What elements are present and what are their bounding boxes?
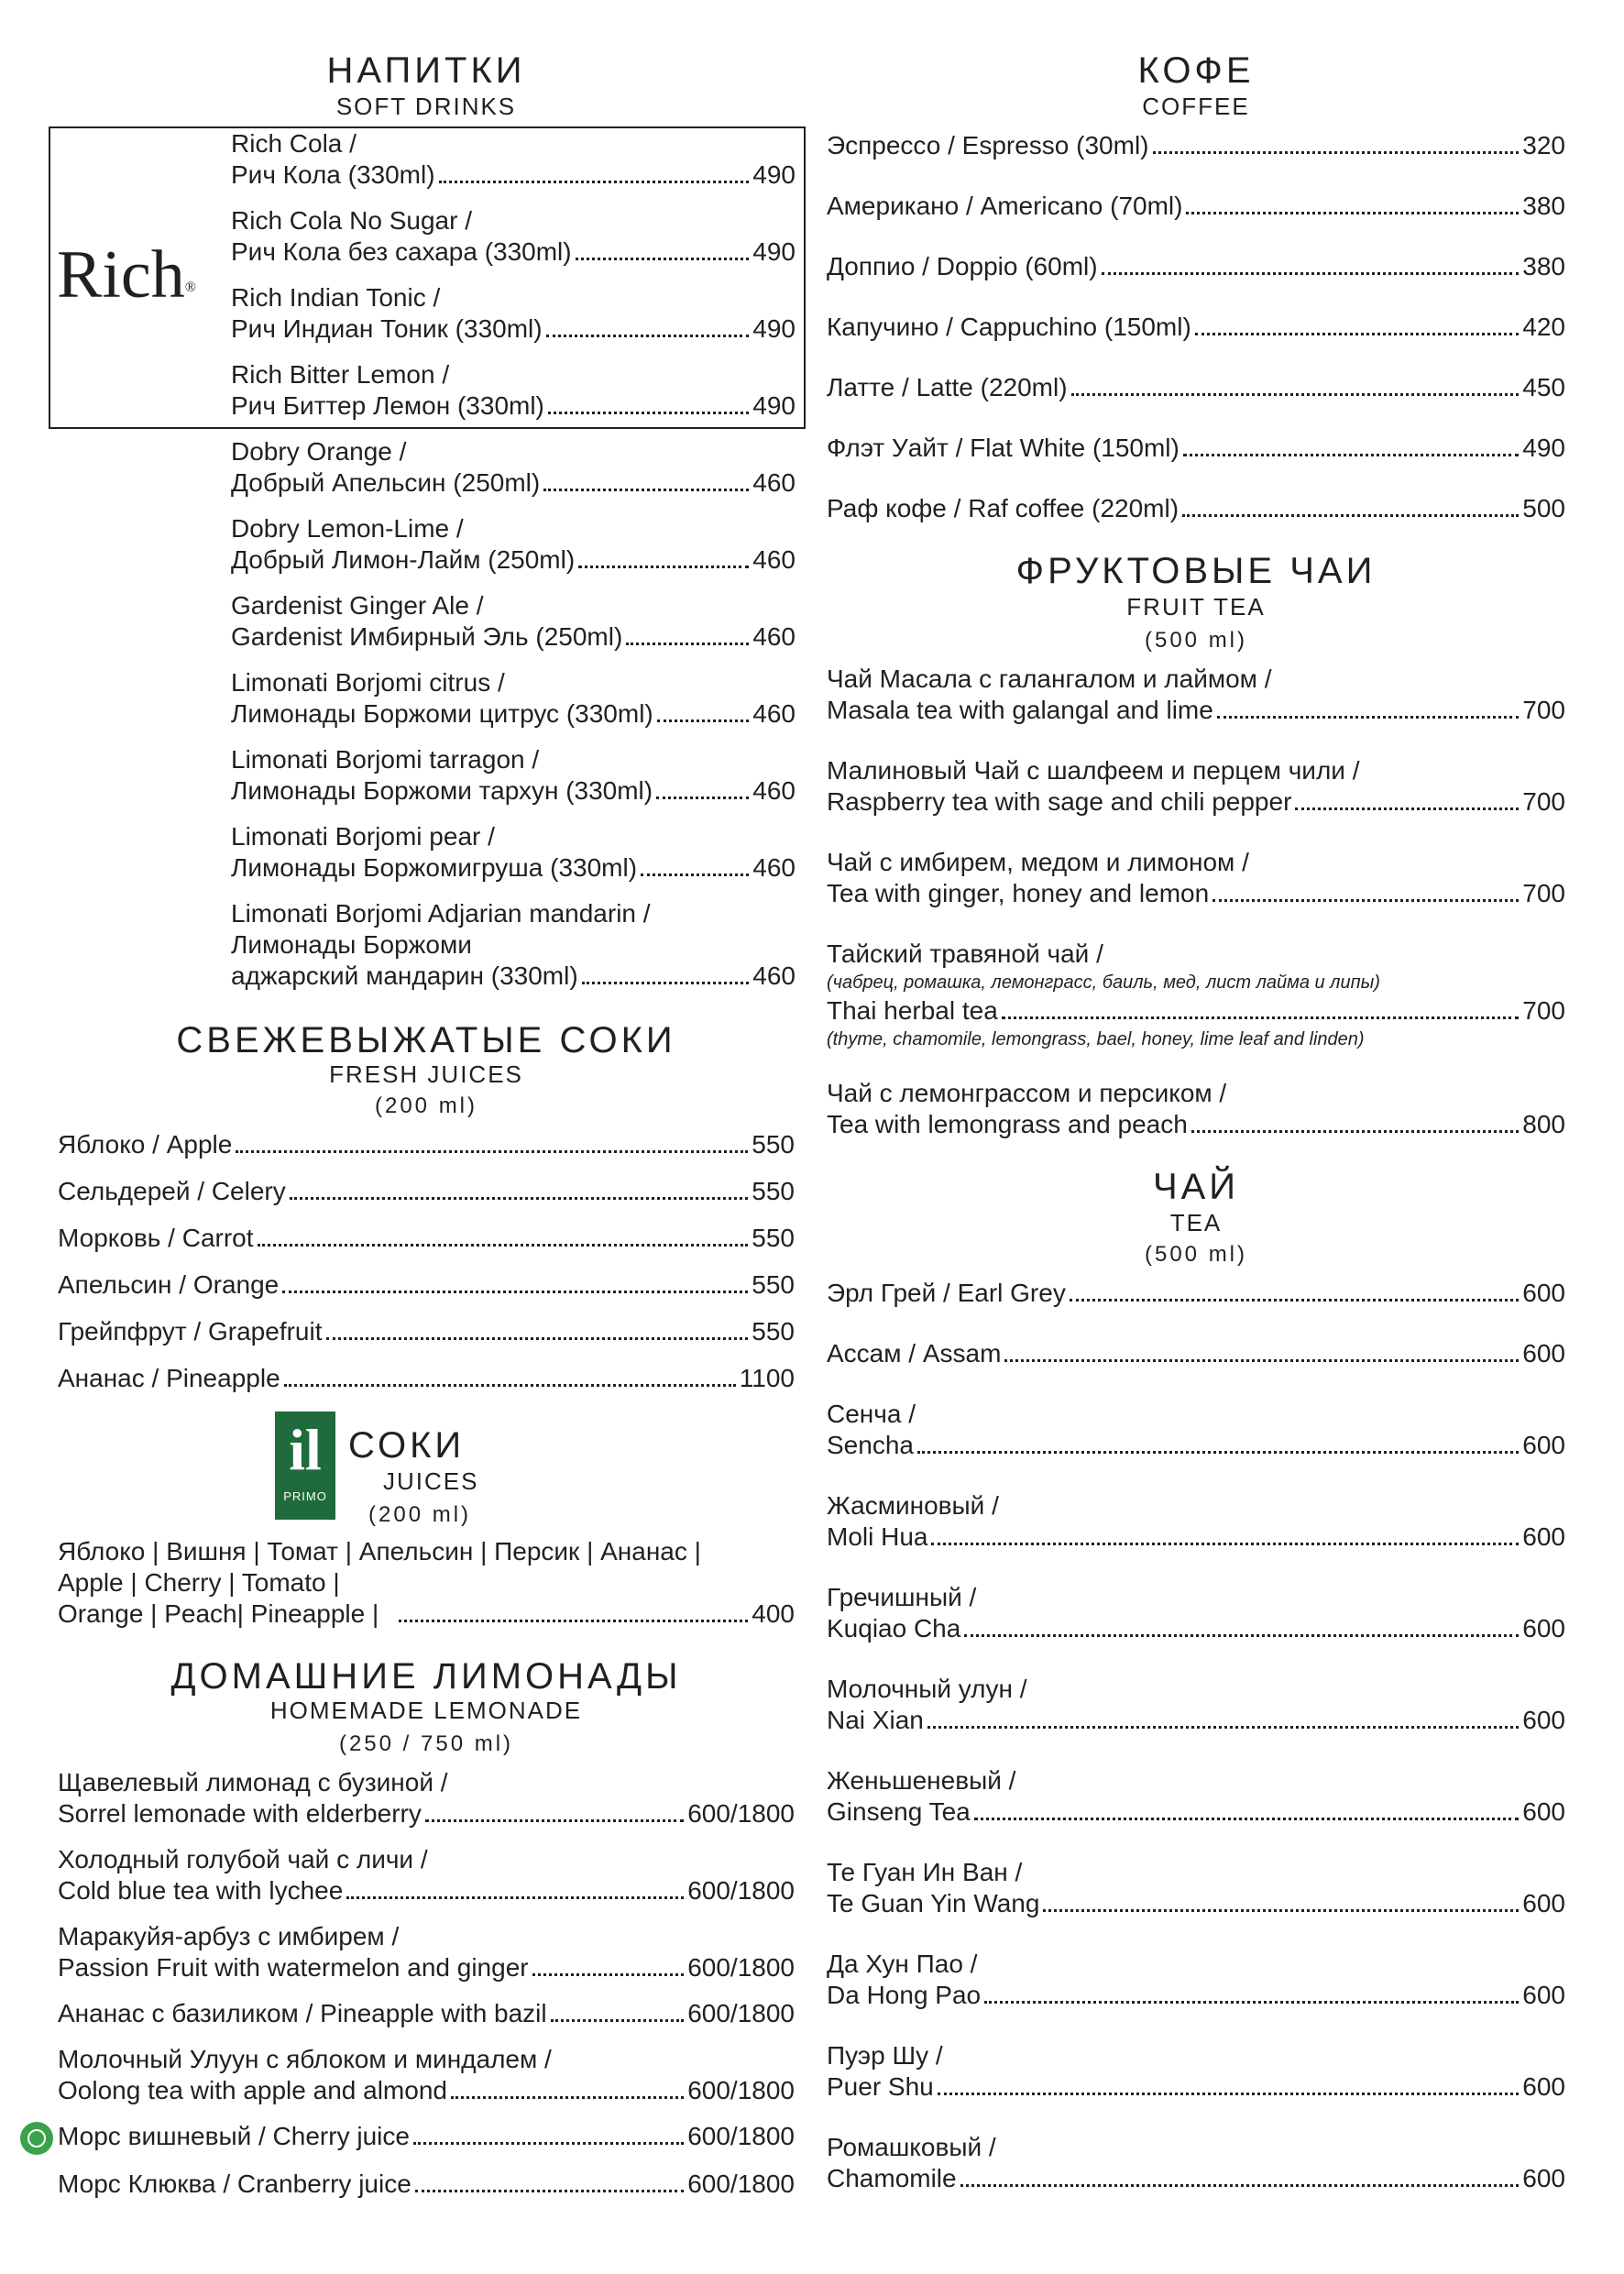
item-name-ru: аджарский мандарин (330ml)	[231, 961, 578, 990]
item-price: 420	[1522, 313, 1565, 341]
lemonade-volume: (250 / 750 ml)	[338, 1731, 514, 1756]
dot-leader	[1186, 212, 1519, 214]
item-name: Limonati Borjomi Adjarian mandarin /	[231, 899, 651, 928]
item-name: Ананас / Pineapple	[58, 1364, 280, 1392]
coffee-title: КОФЕ	[1137, 50, 1255, 91]
item-name-en: Cold blue tea with lychee	[58, 1876, 344, 1905]
item-name-ru: Лимонады Боржоми тархун (330ml)	[231, 776, 653, 805]
dot-leader	[1002, 1016, 1519, 1019]
dot-leader	[258, 1244, 749, 1247]
dot-leader	[1183, 454, 1519, 456]
item-price: 380	[1522, 252, 1565, 280]
item-price: 700	[1522, 996, 1565, 1025]
menu-item	[58, 2121, 795, 2152]
item-price: 460	[752, 853, 796, 882]
menu-item	[58, 1129, 795, 1160]
item-price: 600/1800	[687, 2122, 795, 2150]
soft-drinks-subtitle: SOFT DRINKS	[335, 93, 517, 120]
dot-leader	[984, 2001, 1519, 2004]
item-name: Сельдерей / Celery	[58, 1177, 286, 1205]
dot-leader	[399, 1620, 748, 1622]
menu-item	[231, 359, 796, 422]
menu-item	[827, 2132, 1565, 2194]
menu-item	[827, 1278, 1565, 1309]
il-primo-logo-text: PRIMO	[283, 1489, 327, 1503]
item-price: 550	[752, 1224, 795, 1252]
item-name-en: Moli Hua	[827, 1522, 928, 1551]
dot-leader	[236, 1150, 748, 1153]
menu-item	[231, 898, 796, 992]
item-price: 600	[1522, 1339, 1565, 1368]
menu-item	[58, 2169, 795, 2200]
item-name: Грейпфрут / Grapefruit	[58, 1317, 323, 1346]
dot-leader	[1213, 899, 1519, 902]
dot-leader	[413, 2142, 684, 2145]
item-price: 600	[1522, 1706, 1565, 1734]
item-name-ru: Лимонады Боржоми	[231, 930, 472, 959]
item-price: 550	[752, 1270, 795, 1299]
item-price: 460	[752, 699, 796, 728]
juice-flavors-ru: Яблоко | Вишня | Томат | Апельсин | Персик | Ананас |	[58, 1537, 701, 1565]
menu-item	[58, 1223, 795, 1254]
menu-item	[827, 372, 1565, 403]
menu-item	[827, 664, 1565, 726]
fruit-tea-title: ФРУКТОВЫЕ ЧАИ	[1015, 551, 1377, 591]
juice-flavors-en: Apple | Cherry | Tomato |	[58, 1568, 340, 1597]
item-name: Молочный Улуун с яблоком и миндалем /	[58, 2045, 552, 2073]
item-price: 600/1800	[687, 1799, 795, 1828]
item-price: 500	[1522, 494, 1565, 522]
item-price: 490	[1522, 434, 1565, 462]
juice-flavors-en: Orange | Peach| Pineapple |	[58, 1599, 379, 1628]
dot-leader	[1071, 393, 1520, 396]
menu-item	[231, 282, 796, 345]
juices-title: СОКИ	[348, 1425, 466, 1466]
item-name: Яблоко / Apple	[58, 1130, 233, 1159]
item-name: Rich Indian Tonic /	[231, 283, 441, 312]
menu-item	[827, 312, 1565, 343]
fruit-tea-subtitle: FRUIT TEA	[1126, 593, 1266, 621]
tea-subtitle: TEA	[1169, 1209, 1223, 1236]
item-name: Доппио / Doppio (60ml)	[827, 252, 1098, 280]
menu-item	[827, 1857, 1565, 1919]
dot-leader	[346, 1896, 684, 1899]
item-name: Limonati Borjomi pear /	[231, 822, 495, 851]
menu-item	[827, 493, 1565, 524]
menu-item	[827, 1949, 1565, 2011]
item-price: 600/1800	[687, 1999, 795, 2027]
menu-item	[58, 1176, 795, 1207]
item-price: 490	[752, 314, 796, 343]
item-name: Раф кофе / Raf coffee (220ml)	[827, 494, 1180, 522]
item-name: Женьшеневый /	[827, 1766, 1016, 1795]
item-price: 460	[752, 622, 796, 651]
menu-item	[827, 755, 1565, 818]
item-name: Тайский травяной чай /	[827, 939, 1103, 968]
menu-item	[231, 744, 796, 807]
dot-leader	[641, 873, 749, 876]
dot-leader	[1043, 1909, 1519, 1912]
item-price: 600/1800	[687, 1953, 795, 1982]
item-name-en: Passion Fruit with watermelon and ginger	[58, 1953, 529, 1982]
item-price: 550	[752, 1317, 795, 1346]
dot-leader	[974, 1818, 1520, 1820]
menu-item	[827, 130, 1565, 161]
item-price: 600	[1522, 1981, 1565, 2009]
menu-item	[231, 667, 796, 730]
dot-leader	[551, 2019, 685, 2022]
item-name-en: Sencha	[827, 1431, 914, 1459]
menu-item	[58, 1536, 795, 1630]
item-name-en: Tea with lemongrass and peach	[827, 1110, 1188, 1138]
menu-item	[827, 251, 1565, 282]
item-price: 550	[752, 1130, 795, 1159]
item-price: 600	[1522, 1279, 1565, 1307]
juices-subtitle: JUICES	[383, 1467, 479, 1495]
item-note-ru: (чабрец, ромашка, лемонграсс, баиль, мед, лист лайма и липы)	[827, 972, 1380, 993]
green-badge-icon	[20, 2122, 53, 2155]
item-name-en: Thai herbal tea	[827, 996, 998, 1025]
item-price: 490	[752, 237, 796, 266]
dot-leader	[960, 2184, 1520, 2187]
menu-item	[827, 1490, 1565, 1553]
item-name: Жасминовый /	[827, 1491, 999, 1520]
item-name: Да Хун Пао /	[827, 1950, 978, 1978]
dot-leader	[1153, 151, 1520, 154]
item-price: 400	[752, 1599, 795, 1628]
dot-leader	[548, 412, 749, 414]
item-price: 600/1800	[687, 2170, 795, 2198]
menu-item	[231, 436, 796, 499]
dot-leader	[1182, 514, 1519, 517]
soft-drinks-title: НАПИТКИ	[326, 50, 526, 91]
item-name: Апельсин / Orange	[58, 1270, 280, 1299]
menu-item	[827, 1338, 1565, 1369]
dot-leader	[1191, 1130, 1519, 1133]
registered-mark: ®	[184, 280, 196, 295]
item-name-en: Ginseng Tea	[827, 1797, 971, 1826]
item-price: 600	[1522, 2164, 1565, 2192]
item-name-ru: Рич Кола без сахара (330ml)	[231, 237, 572, 266]
item-name: Сенча /	[827, 1400, 916, 1428]
menu-item	[827, 939, 1565, 1052]
item-price: 700	[1522, 696, 1565, 724]
item-name: Эрл Грей / Earl Grey	[827, 1279, 1066, 1307]
item-note-en: (thyme, chamomile, lemongrass, bael, honey, lime leaf and linden)	[827, 1029, 1365, 1049]
menu-item	[58, 1269, 795, 1301]
item-name: Rich Cola No Sugar /	[231, 206, 473, 235]
dot-leader	[578, 566, 749, 568]
item-name: Малиновый Чай с шалфеем и перцем чили /	[827, 756, 1360, 785]
fresh-juices-subtitle: FRESH JUICES	[329, 1060, 523, 1088]
item-price: 600/1800	[687, 2076, 795, 2104]
item-name-en: Sorrel lemonade with elderberry	[58, 1799, 422, 1828]
item-name: Ананас с базиликом / Pineapple with bazil	[58, 1999, 547, 2027]
item-price: 600	[1522, 1797, 1565, 1826]
dot-leader	[439, 181, 750, 183]
item-name-ru: Gardenist Имбирный Эль (250ml)	[231, 622, 623, 651]
item-price: 460	[752, 776, 796, 805]
dot-leader	[1102, 272, 1520, 275]
dot-leader	[657, 720, 750, 722]
menu-item	[827, 1582, 1565, 1644]
item-price: 600	[1522, 1614, 1565, 1642]
dot-leader	[326, 1337, 749, 1340]
il-primo-logo-mark: il	[289, 1417, 322, 1482]
dot-leader	[543, 489, 749, 491]
item-price: 550	[752, 1177, 795, 1205]
dot-leader	[282, 1291, 748, 1293]
dot-leader	[425, 1819, 684, 1822]
item-name: Эспрессо / Espresso (30ml)	[827, 131, 1149, 159]
dot-leader	[626, 643, 749, 645]
menu-item	[827, 1765, 1565, 1828]
item-name: Латте / Latte (220ml)	[827, 373, 1068, 401]
menu-item	[827, 847, 1565, 909]
item-name: Молочный улун /	[827, 1675, 1027, 1703]
menu-item	[58, 1998, 795, 2029]
item-name-en: Te Guan Yin Wang	[827, 1889, 1040, 1917]
item-name: Щавелевый лимонад с бузиной /	[58, 1768, 448, 1796]
item-name: Морковь / Carrot	[58, 1224, 254, 1252]
item-name: Флэт Уайт / Flat White (150ml)	[827, 434, 1180, 462]
menu-item	[827, 433, 1565, 464]
item-name-en: Puer Shu	[827, 2072, 934, 2101]
item-name: Капучино / Cappuchino (150ml)	[827, 313, 1191, 341]
dot-leader	[576, 258, 750, 260]
dot-leader	[532, 1973, 685, 1976]
item-name: Гречишный /	[827, 1583, 977, 1611]
item-name: Пуэр Шу /	[827, 2041, 943, 2070]
item-name-ru: Рич Индиан Тоник (330ml)	[231, 314, 543, 343]
item-name-en: Kuqiao Cha	[827, 1614, 961, 1642]
item-price: 460	[752, 545, 796, 574]
item-price: 1100	[739, 1364, 795, 1392]
item-name: Морс Клюква / Cranberry juice	[58, 2170, 411, 2198]
item-name: Чай с имбирем, медом и лимоном /	[827, 848, 1249, 876]
item-price: 450	[1522, 373, 1565, 401]
menu-item	[58, 1921, 795, 1983]
item-name-en: Chamomile	[827, 2164, 957, 2192]
fresh-juices-volume: (200 ml)	[374, 1093, 478, 1118]
item-name-en: Tea with ginger, honey and lemon	[827, 879, 1210, 907]
dot-leader	[1217, 716, 1519, 719]
menu-item	[231, 128, 796, 191]
dot-leader	[927, 1726, 1519, 1729]
fresh-juices-title: СВЕЖЕВЫЖАТЫЕ СОКИ	[176, 1020, 676, 1060]
item-name-ru: Добрый Лимон-Лайм (250ml)	[231, 545, 576, 574]
menu-item	[58, 1363, 795, 1394]
dot-leader	[451, 2096, 684, 2099]
item-name: Чай Масала с галангалом и лаймом /	[827, 665, 1272, 693]
fruit-tea-volume: (500 ml)	[1144, 628, 1248, 653]
dot-leader	[1070, 1299, 1519, 1302]
item-name-en: Nai Xian	[827, 1706, 924, 1734]
item-name: Rich Bitter Lemon /	[231, 360, 450, 389]
tea-title: ЧАЙ	[1152, 1167, 1240, 1207]
item-price: 700	[1522, 879, 1565, 907]
item-name-ru: Рич Биттер Лемон (330ml)	[231, 391, 544, 420]
coffee-subtitle: COFFEE	[1142, 93, 1250, 120]
rich-logo-text: Rich	[57, 237, 185, 313]
item-price: 800	[1522, 1110, 1565, 1138]
item-name: Rich Cola /	[231, 129, 357, 158]
menu-item	[827, 1078, 1565, 1140]
dot-leader	[546, 335, 750, 337]
dot-leader	[1295, 807, 1519, 810]
item-price: 490	[752, 391, 796, 420]
dot-leader	[964, 1634, 1519, 1637]
lemonade-title: ДОМАШНИЕ ЛИМОНАДЫ	[170, 1656, 682, 1697]
dot-leader	[938, 2093, 1520, 2095]
item-name: Ромашковый /	[827, 2133, 996, 2161]
item-name-en: Masala tea with galangal and lime	[827, 696, 1213, 724]
item-price: 600	[1522, 1522, 1565, 1551]
item-name: Чай с лемонграссом и персиком /	[827, 1079, 1227, 1107]
item-price: 380	[1522, 192, 1565, 220]
menu-item	[58, 2044, 795, 2106]
rich-logo	[57, 236, 222, 313]
dot-leader	[290, 1197, 749, 1200]
dot-leader	[931, 1543, 1519, 1545]
item-price: 600/1800	[687, 1876, 795, 1905]
item-name: Морс вишневый / Cherry juice	[58, 2122, 410, 2150]
menu-item	[827, 191, 1565, 222]
menu-item	[231, 590, 796, 653]
item-price: 700	[1522, 787, 1565, 816]
menu-item	[231, 513, 796, 576]
dot-leader	[582, 982, 750, 984]
menu-item	[58, 1844, 795, 1906]
item-name: Маракуйя-арбуз с имбирем /	[58, 1922, 400, 1950]
item-price: 460	[752, 468, 796, 497]
lemonade-subtitle: HOMEMADE LEMONADE	[269, 1697, 583, 1724]
dot-leader	[656, 796, 749, 799]
dot-leader	[415, 2190, 684, 2192]
item-name: Limonati Borjomi tarragon /	[231, 745, 540, 774]
item-name-ru: Лимонады Боржоми цитрус (330ml)	[231, 699, 653, 728]
menu-item	[58, 1767, 795, 1829]
item-price: 600	[1522, 1889, 1565, 1917]
menu-item	[58, 1316, 795, 1347]
item-price: 600	[1522, 1431, 1565, 1459]
menu-item	[827, 2040, 1565, 2103]
item-name-en: Da Hong Pao	[827, 1981, 982, 2009]
item-name: Холодный голубой чай с личи /	[58, 1845, 428, 1873]
item-name-ru: Добрый Апельсин (250ml)	[231, 468, 541, 497]
dot-leader	[1195, 333, 1519, 335]
menu-item	[231, 205, 796, 268]
item-name-en: Raspberry tea with sage and chili pepper	[827, 787, 1292, 816]
menu-item	[231, 821, 796, 884]
item-price: 460	[752, 961, 796, 990]
item-name-ru: Лимонады Боржомигруша (330ml)	[231, 853, 638, 882]
item-price: 600	[1522, 2072, 1565, 2101]
item-name-ru: Рич Кола (330ml)	[231, 160, 435, 189]
item-name: Те Гуан Ин Ван /	[827, 1858, 1023, 1886]
dot-leader	[917, 1451, 1519, 1454]
item-name: Gardenist Ginger Ale /	[231, 591, 484, 620]
item-price: 490	[752, 160, 796, 189]
dot-leader	[284, 1384, 736, 1387]
juices-volume: (200 ml)	[368, 1502, 472, 1527]
item-name: Limonati Borjomi citrus /	[231, 668, 505, 697]
menu-item	[827, 1399, 1565, 1461]
item-name: Dobry Orange /	[231, 437, 407, 466]
item-name: Ассам / Assam	[827, 1339, 1002, 1368]
tea-volume: (500 ml)	[1144, 1242, 1248, 1267]
il-primo-logo	[275, 1412, 335, 1520]
menu-item	[827, 1674, 1565, 1736]
item-name: Американо / Americano (70ml)	[827, 192, 1183, 220]
item-price: 320	[1522, 131, 1565, 159]
item-name-en: Oolong tea with apple and almond	[58, 2076, 447, 2104]
item-name: Dobry Lemon-Lime /	[231, 514, 464, 543]
dot-leader	[1004, 1359, 1519, 1362]
